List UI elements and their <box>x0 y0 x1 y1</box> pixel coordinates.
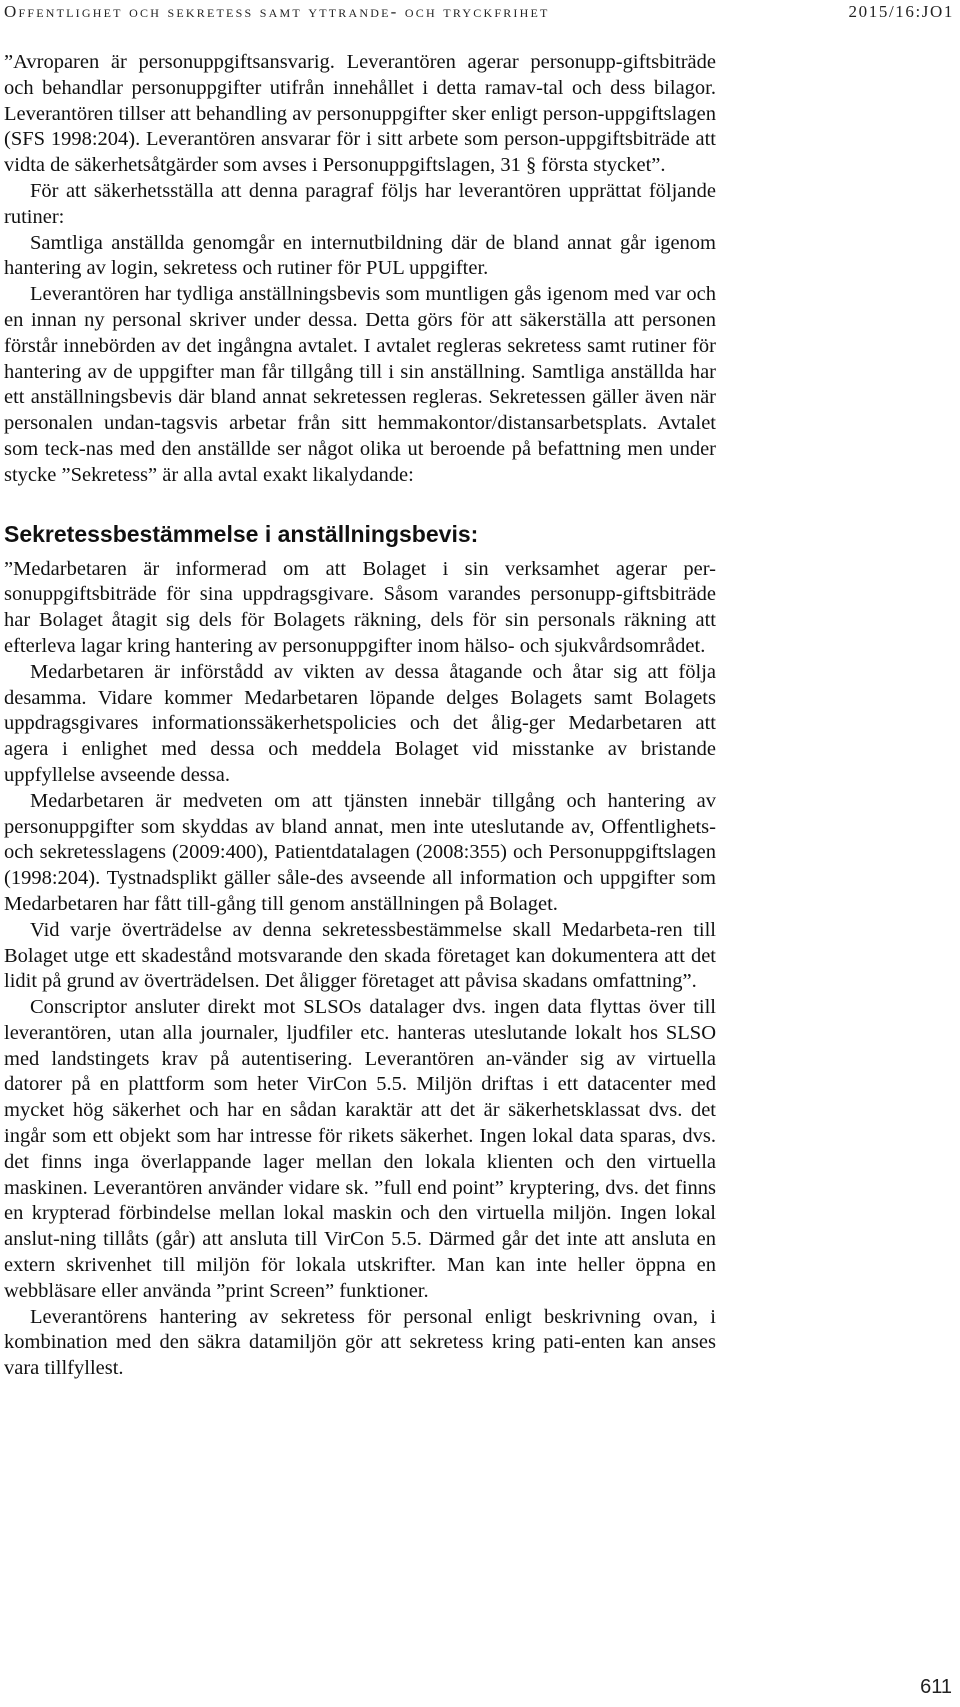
paragraph-breach-damages: Vid varje överträdelse av denna sekretessbestämmelse skall Medarbeta-ren till Bolaget utge ett skadestånd motsvarande den skada företaget kan dokumentera att det lidit på grund av överträdelsen. Det åligger företaget att påvisa skadans omfattning”. <box>4 918 716 993</box>
paragraph-routines-intro: För att säkerhetsställa att denna paragraf följs har leverantören upprättat följande rutiner: <box>4 179 716 228</box>
paragraph-contract-quote: ”Avroparen är personuppgiftsansvarig. Leverantören agerar personupp-giftsbiträde och behandlar personuppgifter utifrån innehållet i detta ramav-tal och dess bilagor. Leverantören tillser att behandling av personuppgifter sker enligt person-uppgiftslagen (SFS 1998:204). Leverantören ansvarar för i sitt arbete som person-uppgiftsbiträde att vidta de säkerhetsåtgärder som avses i Personuppgiftslagen, 31 § första stycket”. <box>4 51 716 177</box>
paragraph-internal-training: Samtliga anställda genomgår en internutbildning där de bland annat går igenom hantering av login, sekretess och rutiner för PUL uppgifter. <box>4 231 716 280</box>
document-body <box>4 50 716 1382</box>
paragraph-conscriptor-security: Conscriptor ansluter direkt mot SLSOs datalager dvs. ingen data flyttas över till leverantören, utan alla journaler, ljudfiler etc. hanteras uteslutande lokalt hos SLSO med landstingets krav på autentisering. Leverantören an-vänder sig av virtuella datorer på en plattform som heter VirCon 5.5. Miljön driftas i ett datacenter med mycket hög säkerhet och har en sådan karaktär att det är säkerhetsklassat dvs. det ingår som ett objekt som har intresse för rikets säkerhet. Ingen lokal data sparas, dvs. det finns inga överlappande lager mellan den lokala klienten och den virtuella maskinen. Leverantören använder vidare sk. ”full end point” kryptering, dvs. det finns en krypterad förbindelse mellan lokal maskin och den virtuella miljön. Ingen lokal anslut-ning tillåts (går) att ansluta till VirCon 5.5. Därmed går det inte att ansluta en extern skrivenhet till miljön för lokala utskrifter. Man kan inte heller öppna en webbläsare eller använda ”print Screen” funktioner. <box>4 996 716 1302</box>
running-header <box>4 2 954 30</box>
paragraph-personal-data-access: Medarbetaren är medveten om att tjänsten innebär tillgång och hantering av personuppgifter som skyddas av bland annat, men inte uteslutande av, Offentlighets- och sekretesslagens (2009:400), Patientdatalagen (2008:355) och Personuppgiftslagen (1998:204). Tystnadsplikt gäller såle-des avseende all information och uppgifter som Medarbetaren har fått till-gång till genom anställningen på Bolaget. <box>4 789 716 915</box>
document-reference: 2015/16:JO1 <box>848 2 954 21</box>
page-number: 611 <box>920 1676 952 1698</box>
paragraph-employment-certificate: Leverantören har tydliga anställningsbevis som muntligen gås igenom med var och en innan ny personal skriver under dessa. Detta görs för att säkerställa att personen förstår innebörden av det ingångna avtalet. I avtalet regleras sekretess samt rutiner för hantering av de uppgifter man får tillgång till i sin anställning. Samtliga anställda har ett anställningsbevis där bland annat sekretessen regleras. Sekretessen gäller även när personalen undan-tagsvis arbetar från sitt hemmakontor/distansarbetsplats. Avtalet som teck-nas med den anställde ser något olika ut beroende på befattning men under stycke ”Sekretess” är alla avtal exakt likalydande: <box>4 283 716 486</box>
section-heading: Sekretessbestämmelse i anställningsbevis: <box>4 520 479 547</box>
paragraph-conclusion: Leverantörens hantering av sekretess för personal enligt beskrivning ovan, i kombination med den säkra datamiljön gör att sekretess kring pati-enten kan anses vara tillfyllest. <box>4 1305 716 1380</box>
header-title: Offentlighet och sekretess samt yttrande- och tryckfrihet <box>4 2 550 21</box>
paragraph-employee-commitment: Medarbetaren är införstådd av vikten av dessa åtagande och åtar sig att följa desamma. Vidare kommer Medarbetaren löpande delges Bolagets samt Bolagets uppdragsgivares informationssäkerhetspolicies och det ålig-ger Medarbetaren att agera i enlighet med dessa och meddela Bolaget vid misstanke av bristande uppfyllelse avseende dessa. <box>4 660 716 786</box>
paragraph-employee-informed: ”Medarbetaren är informerad om att Bolaget i sin verksamhet agerar per-sonuppgiftsbiträde för sina uppdragsgivare. Såsom varandes personupp-giftsbiträde har Bolaget åtagit sig dels för Bolagets räkning, dels för sin personals räkning att efterleva lagar kring hantering av personuppgifter inom hälso- och sjukvårdsområdet. <box>4 557 716 657</box>
